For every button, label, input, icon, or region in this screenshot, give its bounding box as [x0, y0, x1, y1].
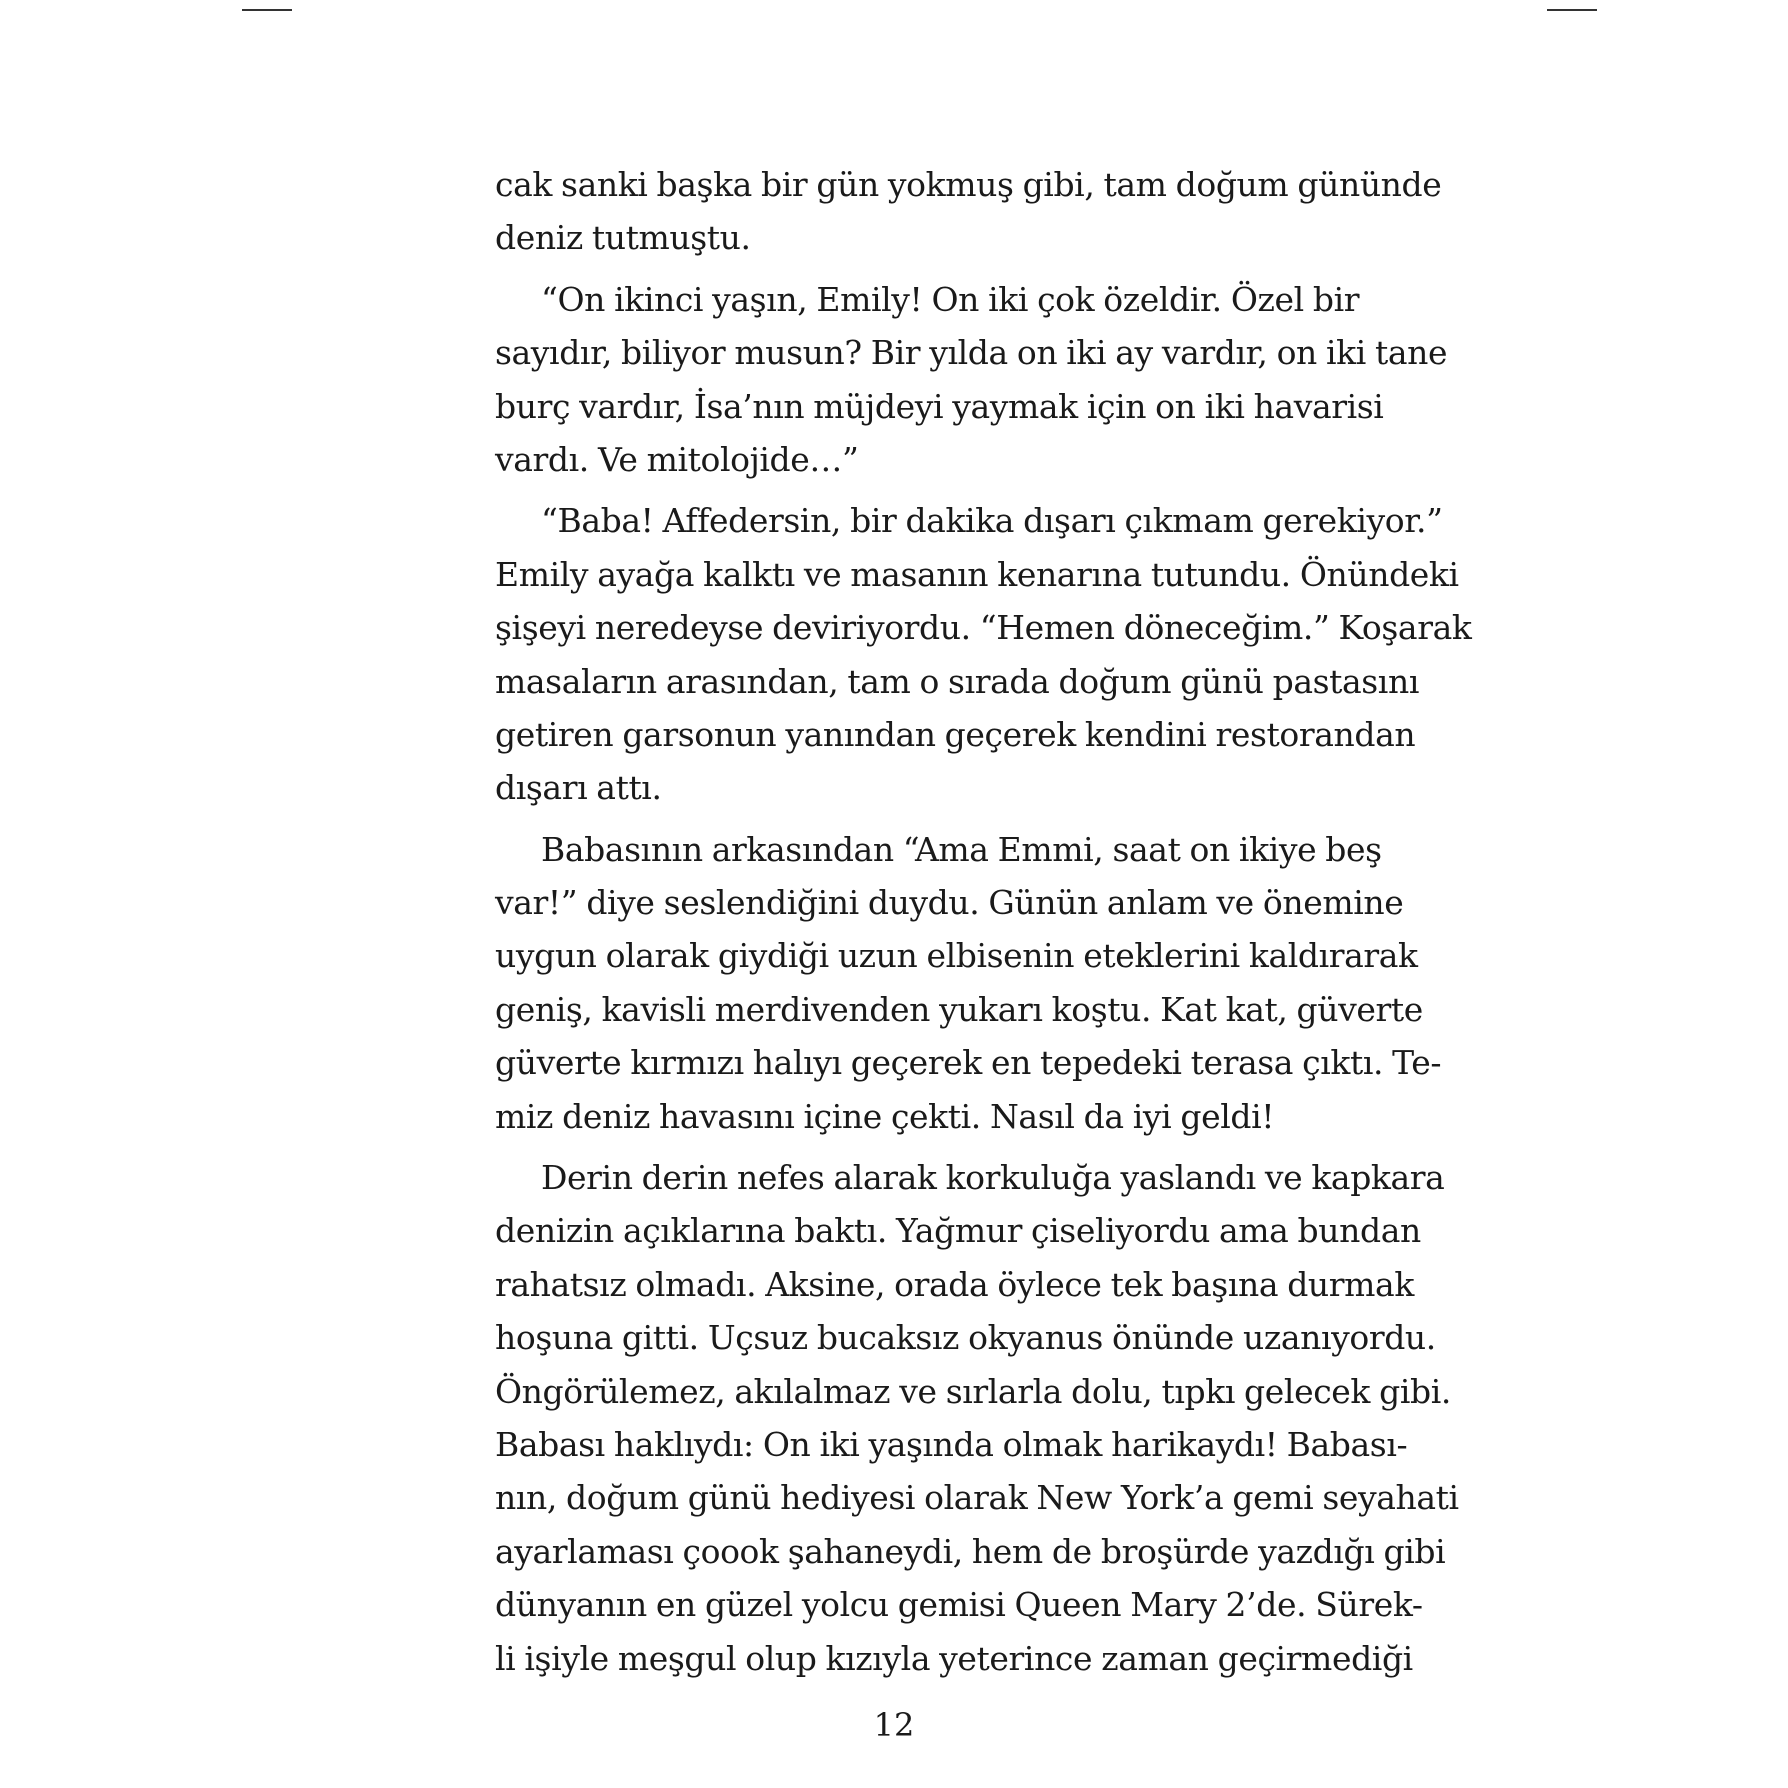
text-line: Öngörülemez, akılalmaz ve sırlarla dolu, tıpkı gelecek gibi. [495, 1371, 1451, 1411]
text-line: masaların arasından, tam o sırada doğum günü pastasını [495, 661, 1419, 701]
text-line: ayarlaması çoook şahaneydi, hem de broşürde yazdığı gibi [495, 1531, 1446, 1571]
text-line: güverte kırmızı halıyı geçerek en tepedeki terasa çıktı. Te- [495, 1043, 1442, 1083]
text-line: var!” diye seslendiğini duydu. Günün anlam ve önemine [495, 883, 1404, 923]
paragraph-5 [495, 1151, 1459, 1685]
text-line: uygun olarak giydiği uzun elbisenin eteklerini kaldırarak [495, 936, 1418, 976]
text-line: getiren garsonun yanından geçerek kendini restorandan [495, 714, 1416, 754]
text-line: cak sanki başka bir gün yokmuş gibi, tam doğum gününde [495, 165, 1442, 204]
crop-mark-left [242, 9, 292, 11]
text-line: şişeyi neredeyse deviriyordu. “Hemen döneceğim.” Koşarak [495, 608, 1472, 648]
text-line: denizin açıklarına baktı. Yağmur çiseliyordu ama bundan [495, 1211, 1421, 1251]
page-number: 12 [873, 1706, 915, 1744]
text-line: nın, doğum günü hediyesi olarak New York’a gemi seyahati [495, 1478, 1459, 1518]
body-text [495, 158, 1472, 1693]
text-line: geniş, kavisli merdivenden yukarı koştu. Kat kat, güverte [495, 989, 1423, 1029]
text-line: sayıdır, biliyor musun? Bir yılda on iki ay vardır, on iki tane [495, 333, 1448, 373]
text-line: Derin derin nefes alarak korkuluğa yaslandı ve kapkara [541, 1158, 1445, 1198]
text-line: burç vardır, İsa’nın müjdeyi yaymak için on iki havarisi [495, 386, 1384, 426]
text-line: vardı. Ve mitolojide…” [495, 439, 859, 479]
crop-mark-right [1547, 9, 1597, 11]
paragraph-4 [495, 823, 1442, 1143]
text-line: hoşuna gitti. Uçsuz bucaksız okyanus önünde uzanıyordu. [495, 1318, 1436, 1358]
text-line: li işiyle meşgul olup kızıyla yeterince zaman geçirmediği [495, 1638, 1413, 1678]
paragraph-3 [495, 494, 1472, 814]
text-line: Emily ayağa kalktı ve masanın kenarına tutundu. Önündeki [495, 554, 1459, 594]
text-line: miz deniz havasını içine çekti. Nasıl da iyi geldi! [495, 1096, 1275, 1136]
text-line: dışarı attı. [495, 768, 662, 808]
text-line: deniz tutmuştu. [495, 218, 751, 258]
paragraph-2 [495, 273, 1448, 487]
text-line: “On ikinci yaşın, Emily! On iki çok özeldir. Özel bir [541, 279, 1360, 319]
text-line: Babası haklıydı: On iki yaşında olmak harikaydı! Babası- [495, 1424, 1408, 1464]
text-line: Babasının arkasından “Ama Emmi, saat on ikiye beş [541, 829, 1382, 869]
text-line: dünyanın en güzel yolcu gemisi Queen Mary 2’de. Sürek- [495, 1585, 1423, 1625]
paragraph-1 [495, 158, 1442, 265]
text-line: “Baba! Affedersin, bir dakika dışarı çıkmam gerekiyor.” [541, 501, 1443, 541]
text-line: rahatsız olmadı. Aksine, orada öylece tek başına durmak [495, 1264, 1414, 1304]
